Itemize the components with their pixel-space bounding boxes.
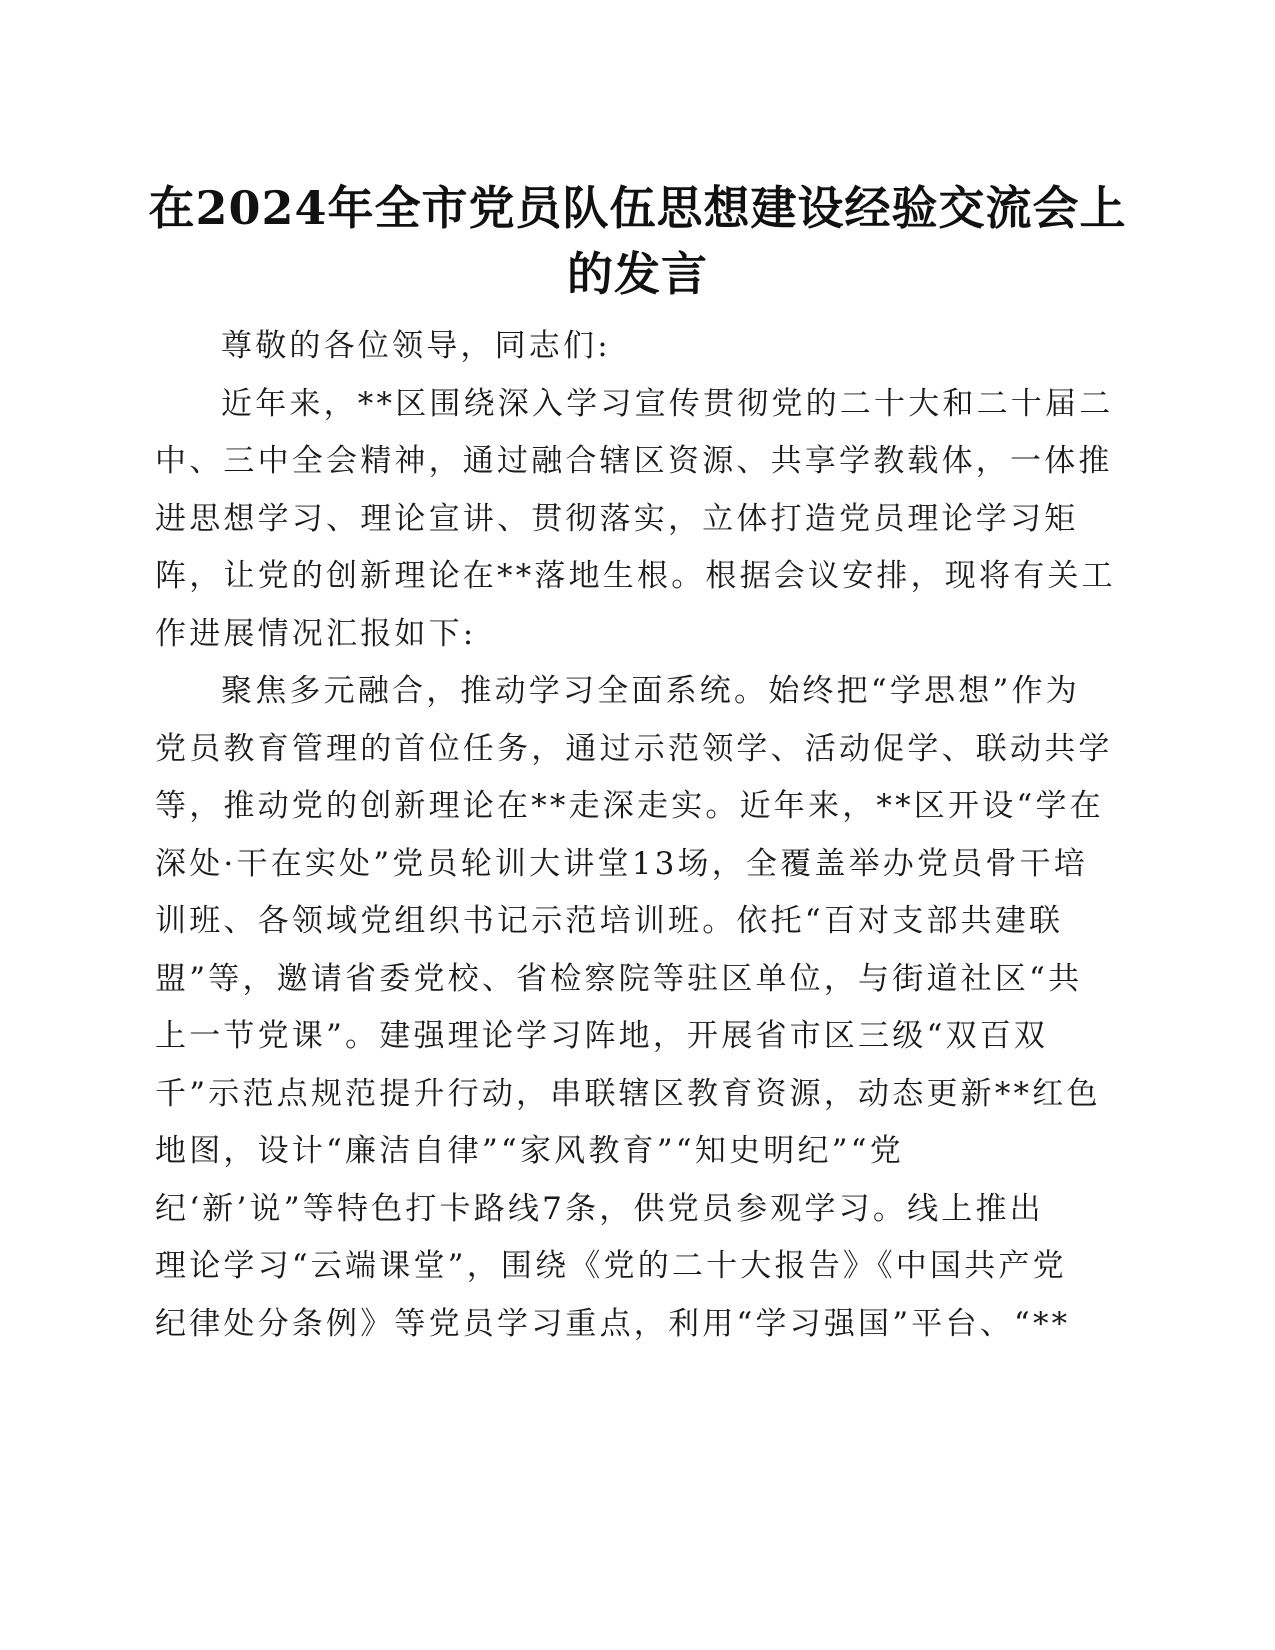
body-line: 千”示范点规范提升行动，串联辖区教育资源，动态更新**红色 — [155, 1075, 1101, 1112]
body-line: 中、三中全会精神，通过融合辖区资源、共享学教载体，一体推 — [155, 443, 1113, 479]
body-line: 理论学习“云端课堂”，围绕《党的二十大报告》《中国共产党 — [155, 1248, 1067, 1284]
body-line: 地图，设计“廉洁自律”“家风教育”“知史明纪”“党 — [155, 1133, 904, 1169]
document-title — [140, 175, 1135, 307]
body-line: 作进展情况汇报如下: — [155, 615, 477, 652]
body-line: 深处·干在实处”党员轮训大讲堂13场，全覆盖举办党员骨干培 — [155, 845, 1088, 882]
title-line-1: 在2024年全市党员队伍思想建设经验交流会上 — [148, 181, 1127, 235]
body-line: 盟”等，邀请省委党校、省检察院等驻区单位，与街道社区“共 — [155, 960, 1083, 997]
document-body — [155, 318, 1116, 1353]
body-line: 纪律处分条例》等党员学习重点，利用“学习强国”平台、“** — [155, 1305, 1071, 1342]
body-line: 阵，让党的创新理论在**落地生根。根据会议安排，现将有关工 — [155, 558, 1116, 594]
body-line: 等，推动党的创新理论在**走深走实。近年来，**区开设“学在 — [155, 788, 1104, 824]
title-line-2: 的发言 — [567, 247, 708, 301]
body-line: 进思想学习、理论宣讲、贯彻落实，立体打造党员理论学习矩 — [155, 500, 1079, 537]
body-line: 党员教育管理的首位任务，通过示范领学、活动促学、联动共学 — [155, 730, 1113, 767]
body-line: 尊敬的各位领导，同志们: — [221, 328, 611, 364]
body-line: 聚焦多元融合，推动学习全面系统。始终把“学思想”作为 — [221, 673, 1080, 709]
body-line: 上一节党课”。建强理论学习阵地，开展省市区三级“双百双 — [155, 1018, 1049, 1054]
body-line: 训班、各领域党组织书记示范培训班。依托“百对支部共建联 — [155, 903, 1064, 939]
body-line: 纪‘新’说”等特色打卡路线7条，供党员参观学习。线上推出 — [155, 1190, 1044, 1227]
body-line: 近年来，**区围绕深入学习宣传贯彻党的二十大和二十届二 — [221, 385, 1114, 422]
